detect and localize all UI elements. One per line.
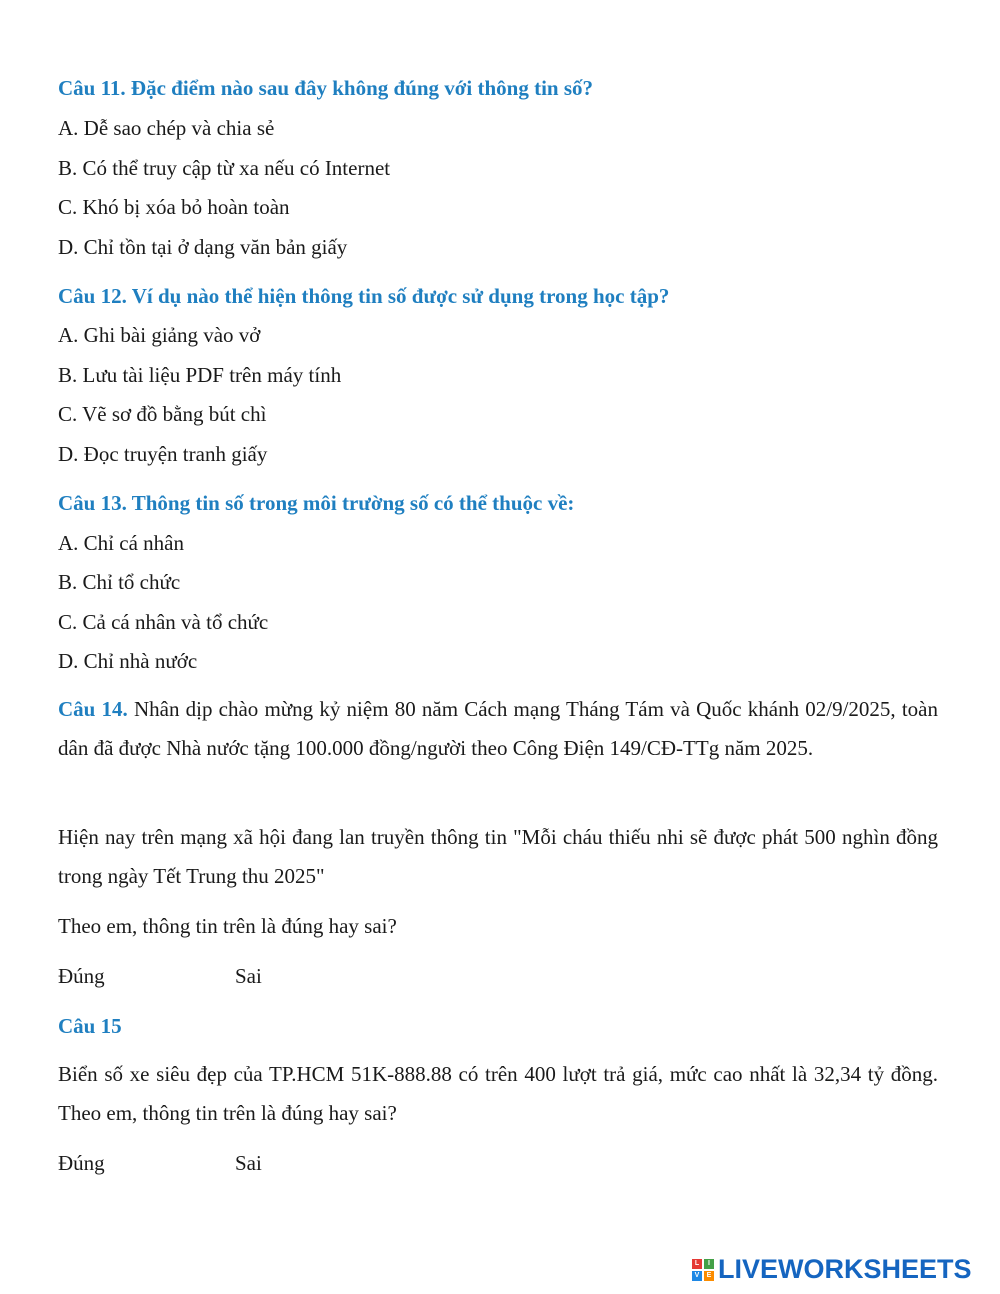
question-12-option-a: A. Ghi bài giảng vào vở <box>58 323 261 347</box>
liveworksheets-watermark <box>692 1254 972 1285</box>
question-11-title: Câu 11. Đặc điểm nào sau đây không đúng với thông tin số? <box>58 76 594 100</box>
question-12-option-b: B. Lưu tài liệu PDF trên máy tính <box>58 363 342 387</box>
question-12-option-c: C. Vẽ sơ đồ bằng bút chì <box>58 402 267 426</box>
question-15-paragraph: Biển số xe siêu đẹp của TP.HCM 51K-888.88 có trên 400 lượt trả giá, mức cao nhất là 32,34 tỷ đồng. Theo em, thông tin trên là đúng hay sai? <box>58 1062 938 1125</box>
logo-tile-l: L <box>692 1259 702 1269</box>
logo-tile-v: V <box>692 1271 702 1281</box>
question-14-paragraph-2: Hiện nay trên mạng xã hội đang lan truyền thông tin "Mỗi cháu thiếu nhi sẽ được phát 500 nghìn đồng trong ngày Tết Trung thu 2025" <box>58 825 938 888</box>
logo-tile-e: E <box>704 1271 714 1281</box>
question-12-option-d: D. Đọc truyện tranh giấy <box>58 442 268 466</box>
question-11-option-b: B. Có thể truy cập từ xa nếu có Internet <box>58 156 391 180</box>
question-15-true-choice[interactable]: Đúng <box>58 1151 105 1175</box>
question-13-option-d: D. Chỉ nhà nước <box>58 649 198 673</box>
logo-tile-i: I <box>704 1259 714 1269</box>
question-11-option-d: D. Chỉ tồn tại ở dạng văn bản giấy <box>58 235 348 259</box>
question-11-option-a: A. Dễ sao chép và chia sẻ <box>58 116 275 140</box>
question-14-label: Câu 14. <box>58 697 128 721</box>
question-13-title: Câu 13. Thông tin số trong môi trường số có thể thuộc về: <box>58 491 575 515</box>
question-14-text: Nhân dịp chào mừng kỷ niệm 80 năm Cách mạng Tháng Tám và Quốc khánh 02/9/2025, toàn dân đã được Nhà nước tặng 100.000 đồng/người theo Công Điện 149/CĐ-TTg năm 2025. <box>58 697 939 760</box>
question-15-label: Câu 15 <box>58 1014 122 1038</box>
liveworksheets-logo-icon <box>692 1259 714 1281</box>
question-11-option-c: C. Khó bị xóa bỏ hoàn toàn <box>58 195 290 219</box>
question-13-option-b: B. Chỉ tổ chức <box>58 570 181 594</box>
question-12-title: Câu 12. Ví dụ nào thể hiện thông tin số được sử dụng trong học tập? <box>58 284 670 308</box>
question-13-option-a: A. Chỉ cá nhân <box>58 531 184 555</box>
question-15-false-choice[interactable]: Sai <box>235 1151 262 1175</box>
question-14-true-choice[interactable]: Đúng <box>58 964 105 988</box>
question-13-option-c: C. Cả cá nhân và tổ chức <box>58 610 269 634</box>
question-14-false-choice[interactable]: Sai <box>235 964 262 988</box>
brand-name: LIVEWORKSHEETS <box>718 1254 972 1284</box>
question-14-paragraph-1 <box>58 690 938 768</box>
question-14-prompt: Theo em, thông tin trên là đúng hay sai? <box>58 914 397 938</box>
